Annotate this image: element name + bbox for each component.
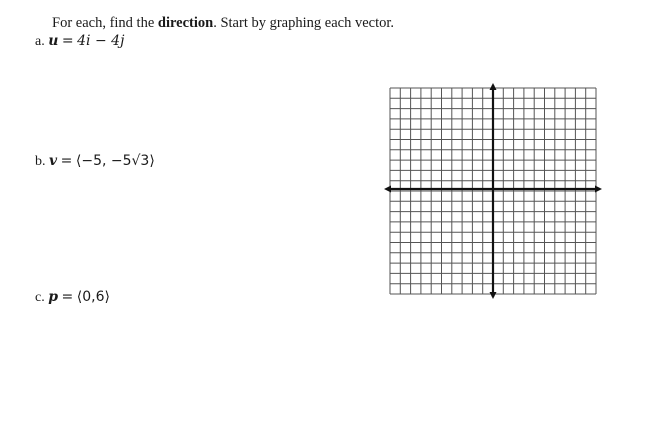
problem-c-expression: ⟨0,6⟩ — [76, 289, 110, 305]
problem-c-label: c. — [35, 290, 45, 305]
x-axis-arrow-left — [384, 186, 391, 193]
coordinate-grid-svg — [384, 83, 602, 303]
problem-a-equals: = — [61, 33, 74, 49]
problem-c-variable: p — [48, 289, 59, 305]
problem-b — [35, 153, 155, 170]
problem-a-variable: u — [48, 33, 59, 49]
instruction-suffix: . Start by graphing each vector. — [213, 15, 395, 31]
instruction-bold-word: direction — [157, 15, 214, 31]
coordinate-grid — [384, 83, 602, 308]
problem-b-equals: = — [60, 153, 73, 169]
problem-b-label: b. — [35, 154, 46, 169]
problem-c — [35, 289, 110, 306]
y-axis-arrow-up — [490, 83, 497, 90]
y-axis-arrow-down — [490, 292, 497, 299]
problem-b-variable: v — [49, 153, 58, 169]
problem-c-equals: = — [61, 289, 74, 305]
problem-a-label: a. — [35, 34, 45, 49]
problem-a-expression: 4i − 4j — [77, 33, 125, 49]
instruction-prefix: For each, find the — [52, 15, 155, 31]
x-axis-arrow-right — [595, 186, 602, 193]
problem-b-expression: ⟨−5, −5√3⟩ — [75, 153, 155, 169]
instruction-text — [52, 15, 394, 32]
problem-a — [35, 33, 124, 50]
